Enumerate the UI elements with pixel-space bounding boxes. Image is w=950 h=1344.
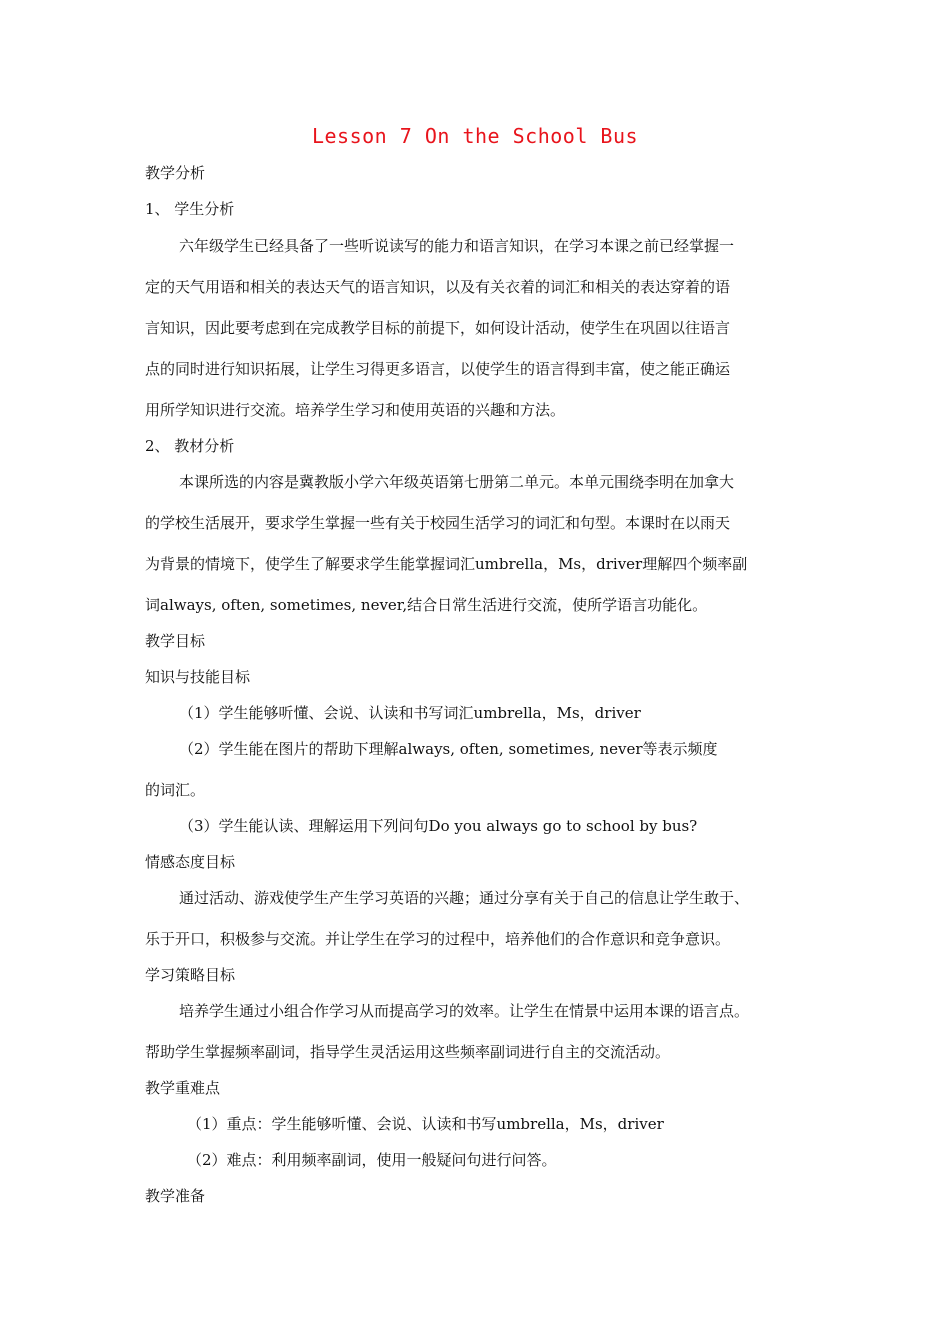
document-title: Lesson 7 On the School Bus — [311, 124, 639, 148]
section-heading-teaching-goals: 教学目标 — [145, 632, 206, 650]
paragraph-line: 通过活动、游戏使学生产生学习英语的兴趣；通过分享有关于自己的信息让学生敢于、 — [179, 889, 750, 907]
paragraph-line: 的学校生活展开，要求学生掌握一些有关于校园生活学习的词汇和句型。本课时在以雨天 — [145, 514, 731, 532]
paragraph-line: 言知识，因此要考虑到在完成教学目标的前提下，如何设计活动，使学生在巩固以往语言 — [145, 319, 731, 337]
paragraph-line: 点的同时进行知识拓展，让学生习得更多语言，以使学生的语言得到丰富，使之能正确运 — [145, 360, 731, 378]
paragraph-line: 为背景的情境下，使学生了解要求学生能掌握词汇umbrella，Ms，driver理解四个频率副 — [145, 555, 748, 573]
paragraph-line: 本课所选的内容是冀教版小学六年级英语第七册第二单元。本单元围绕李明在加拿大 — [179, 473, 735, 491]
section-heading-preparation: 教学准备 — [145, 1187, 206, 1205]
paragraph-line: 培养学生通过小组合作学习从而提高学习的效率。让学生在情景中运用本课的语言点。 — [179, 1002, 750, 1020]
goal-item: （1）学生能够听懂、会说、认读和书写词汇umbrella，Ms，driver — [179, 704, 641, 722]
subheading-knowledge-skills: 知识与技能目标 — [145, 668, 251, 686]
paragraph-line: 词always, often, sometimes, never,结合日常生活进行交流，使所学语言功能化。 — [145, 596, 708, 614]
key-point-item: （2）难点：利用频率副词，使用一般疑问句进行问答。 — [187, 1151, 557, 1169]
paragraph-line: 定的天气用语和相关的表达天气的语言知识，以及有关衣着的词汇和相关的表达穿着的语 — [145, 278, 731, 296]
paragraph-line: 帮助学生掌握频率副词，指导学生灵活运用这些频率副词进行自主的交流活动。 — [145, 1043, 671, 1061]
section-heading-teaching-analysis: 教学分析 — [145, 164, 206, 182]
paragraph-line: 乐于开口，积极参与交流。并让学生在学习的过程中，培养他们的合作意识和竞争意识。 — [145, 930, 731, 948]
goal-item: （2）学生能在图片的帮助下理解always, often, sometimes, never等表示频度 — [179, 740, 718, 758]
subheading-learning-strategy: 学习策略目标 — [145, 966, 236, 984]
goal-item: （3）学生能认读、理解运用下列问句Do you always go to school by bus? — [179, 817, 698, 835]
subheading-material-analysis: 2、 教材分析 — [145, 437, 235, 455]
subheading-emotion-attitude: 情感态度目标 — [145, 853, 236, 871]
key-point-item: （1）重点：学生能够听懂、会说、认读和书写umbrella，Ms，driver — [187, 1115, 664, 1133]
section-heading-key-points: 教学重难点 — [145, 1079, 221, 1097]
goal-item-continued: 的词汇。 — [145, 781, 206, 799]
paragraph-line: 六年级学生已经具备了一些听说读写的能力和语言知识，在学习本课之前已经掌握一 — [179, 237, 735, 255]
subheading-student-analysis: 1、 学生分析 — [145, 200, 235, 218]
paragraph-line: 用所学知识进行交流。培养学生学习和使用英语的兴趣和方法。 — [145, 401, 566, 419]
